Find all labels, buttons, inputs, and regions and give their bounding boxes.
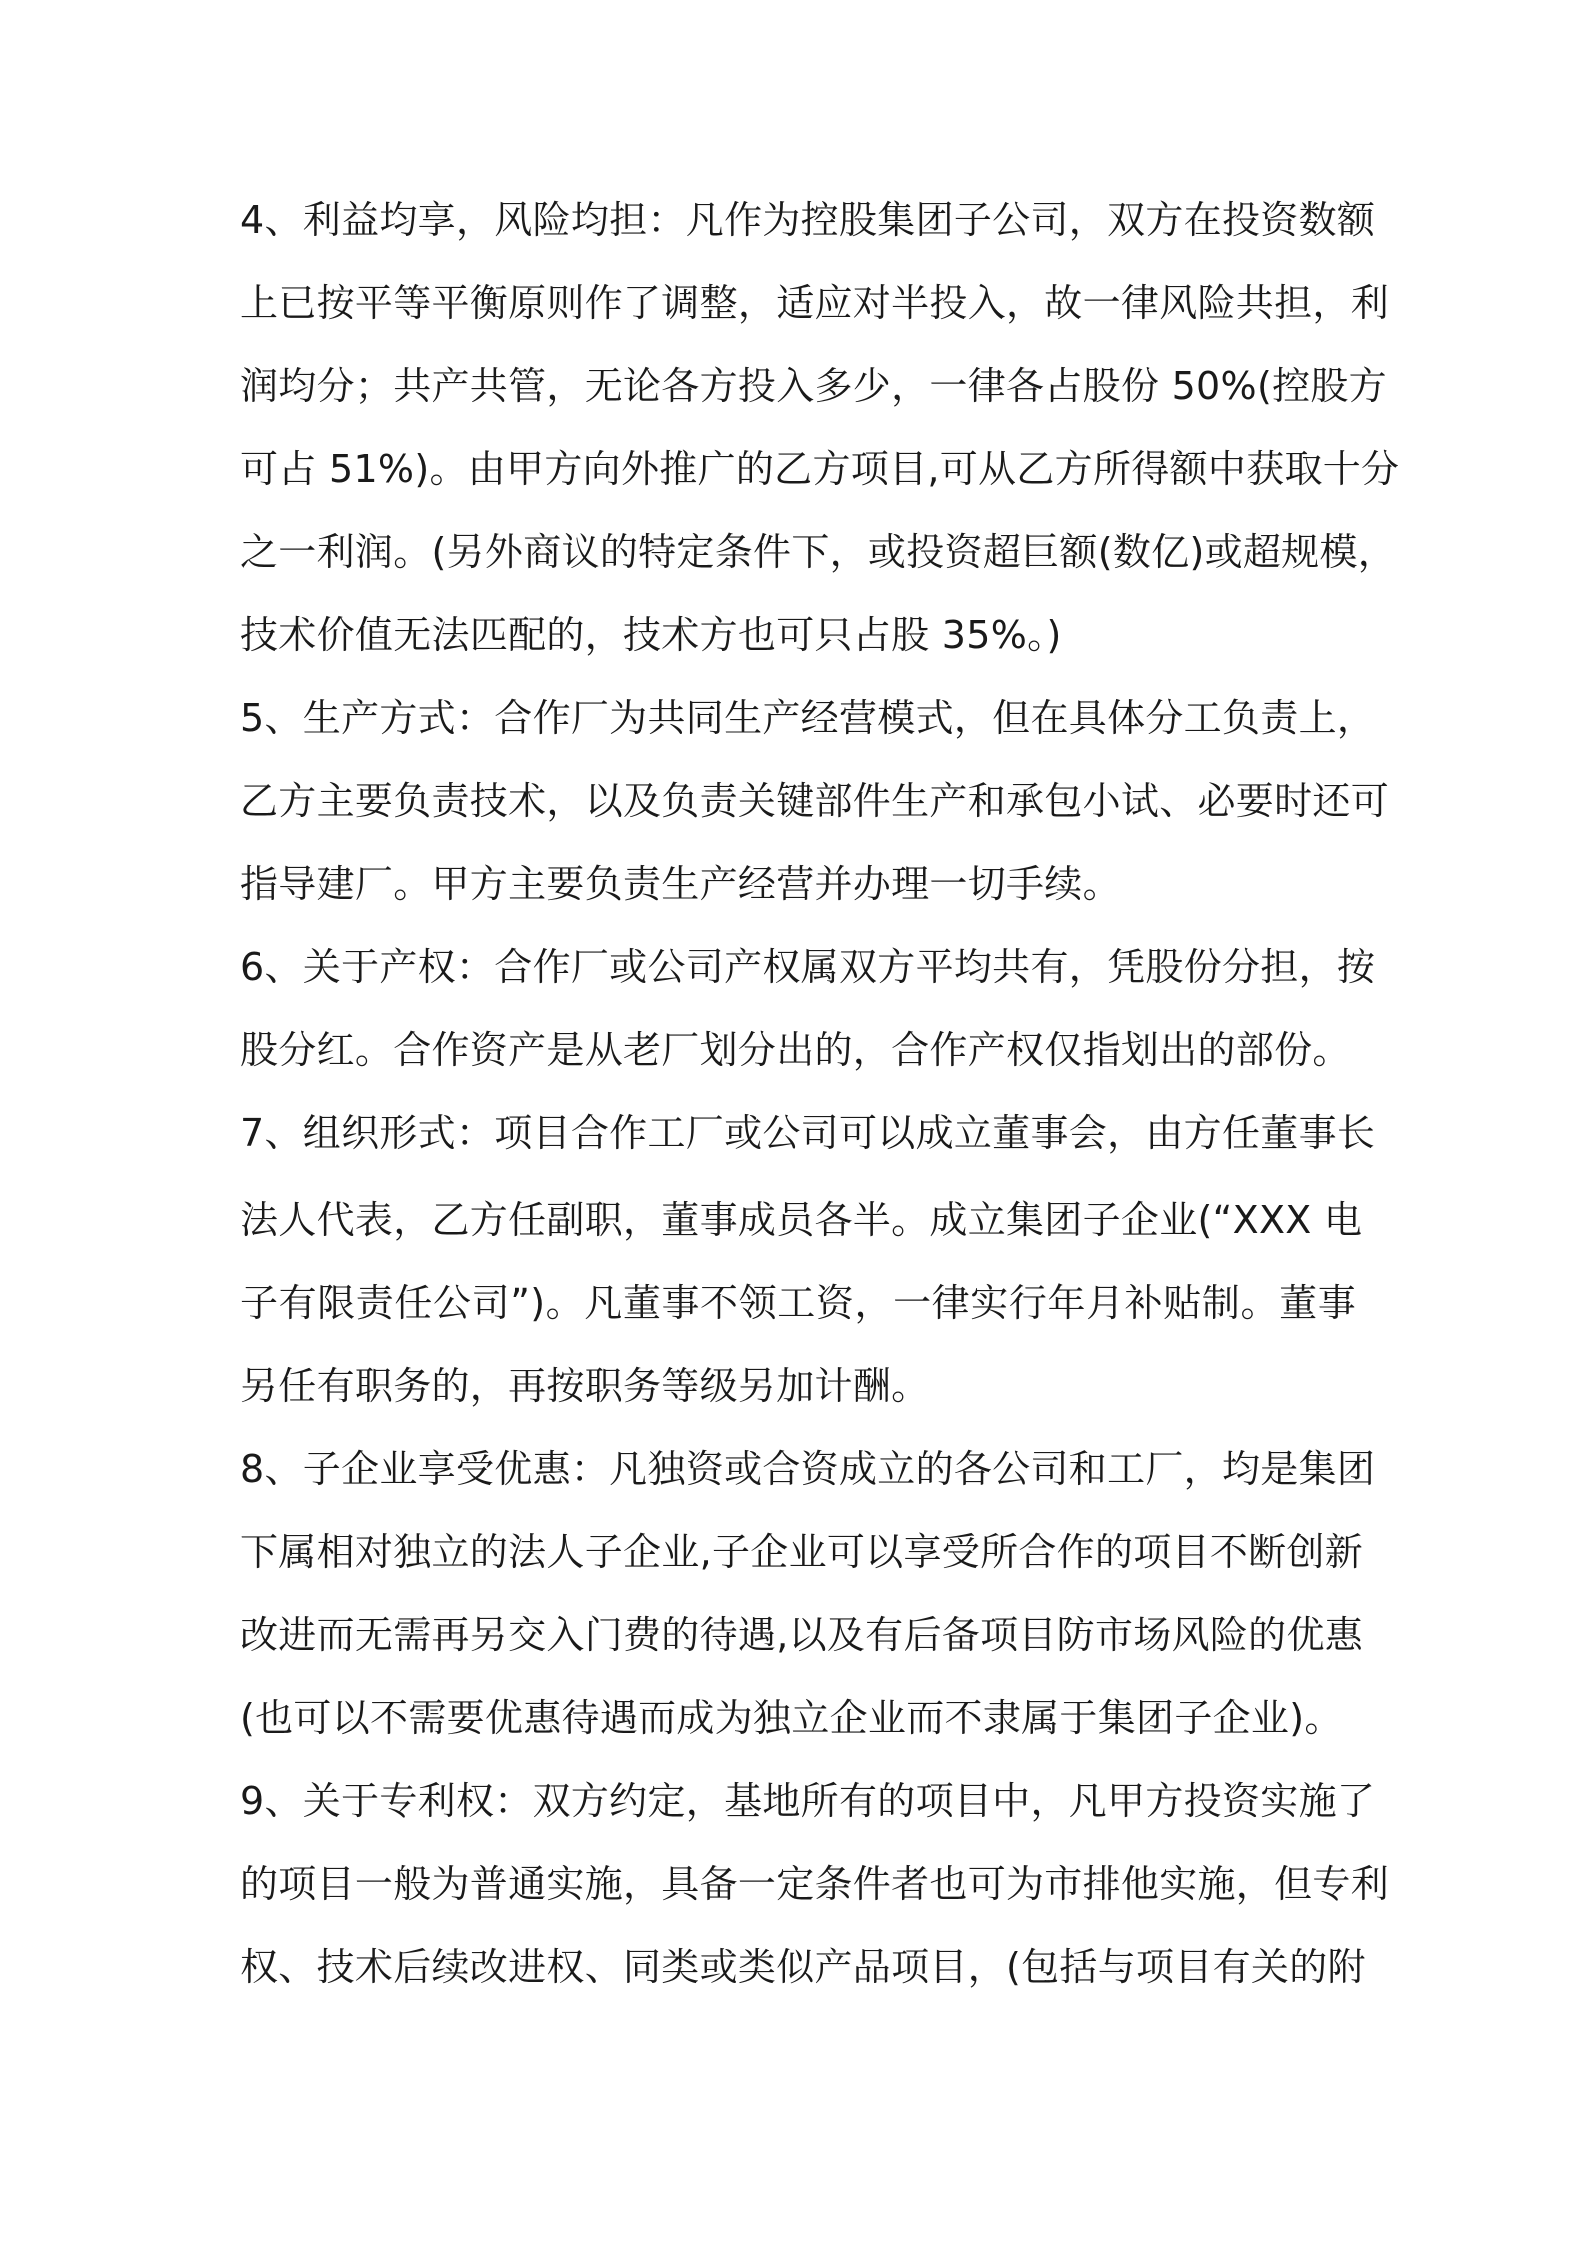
text-line: 权、技术后续改进权、同类或类似产品项目，(包括与项目有关的附 <box>240 1945 1366 1989</box>
text-line: 技术价值无法匹配的，技术方也可只占股 35%。) <box>240 613 1062 657</box>
text-line: 5、生产方式：合作厂为共同生产经营模式，但在具体分工负责上， <box>240 696 1376 740</box>
text-line: 子有限责任公司”)。凡董事不领工资，一律实行年月补贴制。董事 <box>240 1281 1356 1325</box>
text-line: 可占 51%)。由甲方向外推广的乙方项目,可从乙方所得额中获取十分 <box>240 447 1400 491</box>
text-line: 7、组织形式：项目合作工厂或公司可以成立董事会，由方任董事长 <box>240 1111 1376 1155</box>
text-line: 4、利益均享，风险均担：凡作为控股集团子公司，双方在投资数额 <box>240 198 1376 242</box>
text-line: 8、子企业享受优惠：凡独资或合资成立的各公司和工厂，均是集团 <box>240 1447 1376 1491</box>
text-line: 下属相对独立的法人子企业,子企业可以享受所合作的项目不断创新 <box>240 1530 1364 1574</box>
text-line: 9、关于专利权：双方约定，基地所有的项目中，凡甲方投资实施了 <box>240 1779 1376 1823</box>
text-line: 6、关于产权：合作厂或公司产权属双方平均共有，凭股份分担，按 <box>240 945 1376 989</box>
text-line: 股分红。合作资产是从老厂划分出的，合作产权仅指划出的部份。 <box>240 1028 1351 1072</box>
text-line: 另任有职务的，再按职务等级另加计酬。 <box>240 1364 930 1408</box>
text-line: 上已按平等平衡原则作了调整，适应对半投入，故一律风险共担，利 <box>240 281 1390 325</box>
text-line: 之一利润。(另外商议的特定条件下，或投资超巨额(数亿)或超规模， <box>240 530 1397 574</box>
text-line: 改进而无需再另交入门费的待遇,以及有后备项目防市场风险的优惠 <box>240 1613 1364 1657</box>
text-line: (也可以不需要优惠待遇而成为独立企业而不隶属于集团子企业)。 <box>240 1696 1343 1740</box>
text-line: 乙方主要负责技术，以及负责关键部件生产和承包小试、必要时还可 <box>240 779 1390 823</box>
text-line: 指导建厂。甲方主要负责生产经营并办理一切手续。 <box>240 862 1121 906</box>
text-line: 法人代表，乙方任副职，董事成员各半。成立集团子企业(“XXX 电 <box>240 1198 1363 1242</box>
text-line: 润均分；共产共管，无论各方投入多少，一律各占股份 50%(控股方 <box>240 364 1387 408</box>
text-line: 的项目一般为普通实施，具备一定条件者也可为市排他实施，但专利 <box>240 1862 1390 1906</box>
